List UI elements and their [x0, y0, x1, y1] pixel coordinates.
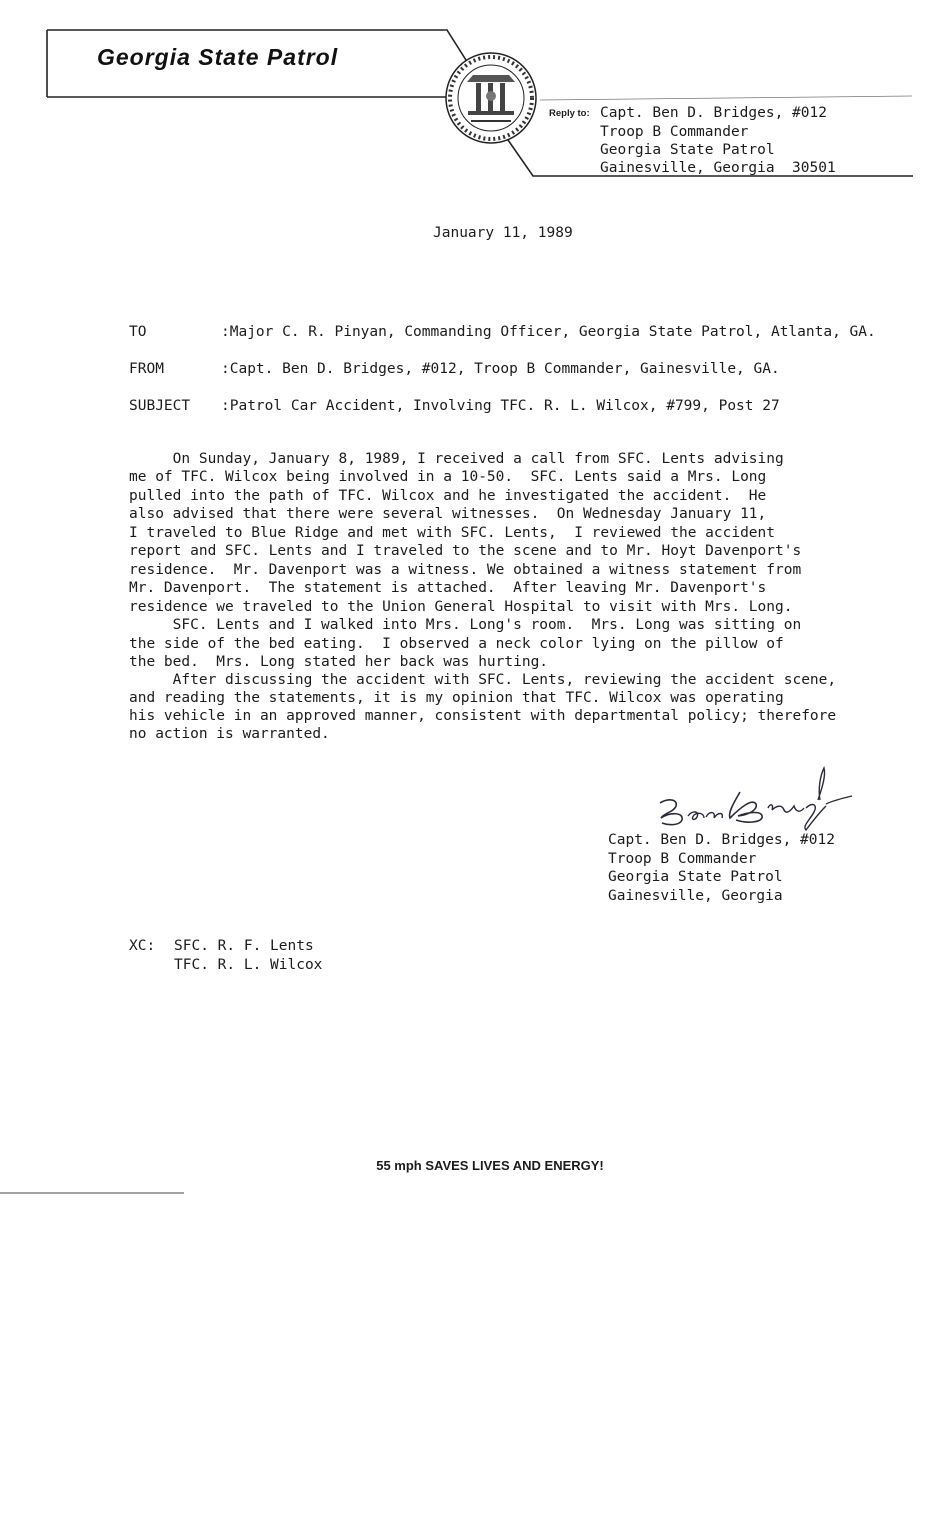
signature-line: Capt. Ben D. Bridges, #012: [608, 832, 835, 848]
body-line: no action is warranted.: [129, 726, 330, 742]
reply-to-line: Capt. Ben D. Bridges, #012: [600, 105, 827, 121]
body-line: and reading the statements, it is my opinion that TFC. Wilcox was operating: [129, 690, 784, 706]
body-line: SFC. Lents and I walked into Mrs. Long's room. Mrs. Long was sitting on: [129, 617, 802, 633]
body-line: residence. Mr. Davenport was a witness. We obtained a witness statement from: [129, 562, 802, 578]
to-value: :Major C. R. Pinyan, Commanding Officer, Georgia State Patrol, Atlanta, GA.: [221, 324, 876, 340]
subject-value: :Patrol Car Accident, Involving TFC. R. L. Wilcox, #799, Post 27: [221, 398, 780, 414]
body-line: residence we traveled to the Union General Hospital to visit with Mrs. Long.: [129, 599, 793, 615]
signature-line: Georgia State Patrol: [608, 869, 783, 885]
from-value: :Capt. Ben D. Bridges, #012, Troop B Commander, Gainesville, GA.: [221, 361, 780, 377]
body-line: After discussing the accident with SFC. Lents, reviewing the accident scene,: [129, 672, 837, 688]
body-line: Mr. Davenport. The statement is attached. After leaving Mr. Davenport's: [129, 580, 767, 596]
letter-date: January 11, 1989: [433, 225, 573, 241]
cc-recipient: SFC. R. F. Lents: [174, 938, 314, 954]
body-line: the side of the bed eating. I observed a neck color lying on the pillow of: [129, 636, 784, 652]
to-label: TO: [129, 324, 147, 340]
body-line: report and SFC. Lents and I traveled to the scene and to Mr. Hoyt Davenport's: [129, 543, 802, 559]
signature-line: Gainesville, Georgia: [608, 888, 783, 904]
reply-to-line: Troop B Commander: [600, 124, 749, 140]
body-line: his vehicle in an approved manner, consistent with departmental policy; therefore: [129, 708, 837, 724]
reply-to-line: Gainesville, Georgia 30501: [600, 160, 836, 176]
body-line: the bed. Mrs. Long stated her back was hurting.: [129, 654, 549, 670]
body-line: pulled into the path of TFC. Wilcox and he investigated the accident. He: [129, 488, 767, 504]
signature-line: Troop B Commander: [608, 851, 757, 867]
subject-label: SUBJECT: [129, 398, 191, 414]
body-line: me of TFC. Wilcox being involved in a 10-50. SFC. Lents said a Mrs. Long: [129, 469, 767, 485]
body-line: also advised that there were several witnesses. On Wednesday January 11,: [129, 506, 767, 522]
reply-to-label: Reply to:: [549, 108, 590, 119]
letterhead-title: Georgia State Patrol: [97, 44, 339, 70]
cc-recipient: TFC. R. L. Wilcox: [174, 957, 323, 973]
body-line: On Sunday, January 8, 1989, I received a call from SFC. Lents advising: [129, 451, 784, 467]
body-line: I traveled to Blue Ridge and met with SFC. Lents, I reviewed the accident: [129, 525, 776, 541]
reply-to-line: Georgia State Patrol: [600, 142, 775, 158]
footer-slogan: 55 mph SAVES LIVES AND ENERGY!: [376, 1158, 604, 1173]
cc-label: XC:: [129, 938, 156, 954]
from-label: FROM: [129, 361, 164, 377]
